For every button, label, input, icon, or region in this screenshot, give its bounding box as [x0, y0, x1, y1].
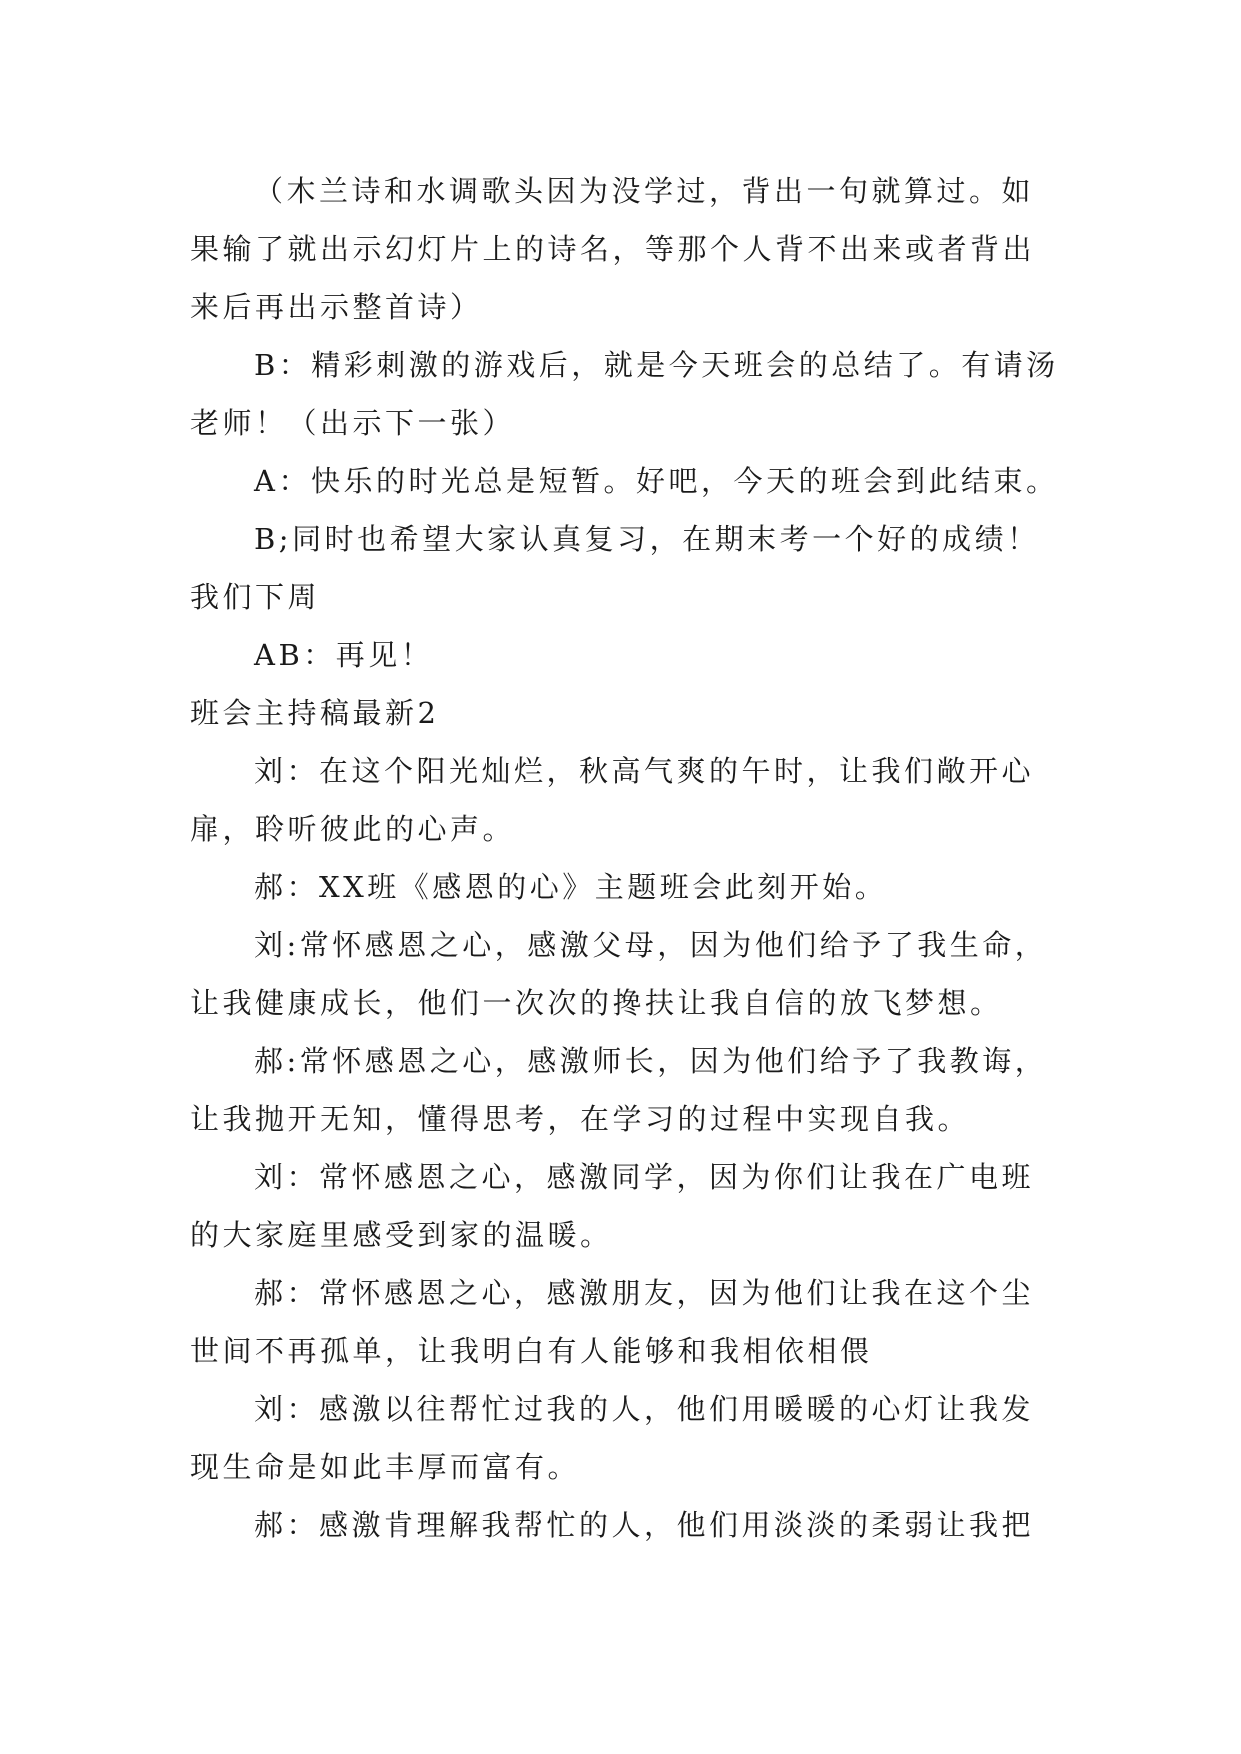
paragraph: 郝：常怀感恩之心，感激朋友，因为他们让我在这个尘世间不再孤单，让我明白有人能够和我相依相偎: [190, 1276, 1035, 1368]
paragraph: B：精彩刺激的游戏后，就是今天班会的总结了。有请汤老师！（出示下一张）: [190, 348, 1059, 440]
paragraph: 刘：感激以往帮忙过我的人，他们用暖暖的心灯让我发现生命是如此丰厚而富有。: [190, 1392, 1035, 1484]
section-heading: 班会主持稿最新2: [190, 696, 440, 730]
paragraph: 郝：XX班《感恩的心》主题班会此刻开始。: [254, 870, 888, 904]
paragraph: 刘：在这个阳光灿烂，秋高气爽的午时，让我们敞开心扉，聆听彼此的心声。: [190, 754, 1035, 846]
paragraph: AB：再见！: [254, 638, 434, 672]
paragraph: B;同时也希望大家认真复习，在期末考一个好的成绩！我们下周: [190, 522, 1040, 614]
paragraph: 郝：感激肯理解我帮忙的人，他们用淡淡的柔弱让我把: [254, 1508, 1035, 1542]
document-body: [190, 162, 1060, 1554]
paragraph: （木兰诗和水调歌头因为没学过，背出一句就算过。如果输了就出示幻灯片上的诗名，等那个人背不出来或者背出来后再出示整首诗）: [190, 174, 1036, 324]
paragraph: 刘：常怀感恩之心，感激同学，因为你们让我在广电班的大家庭里感受到家的温暖。: [190, 1160, 1035, 1252]
paragraph: 刘:常怀感恩之心，感激父母，因为他们给予了我生命，让我健康成长，他们一次次的搀扶让我自信的放飞梦想。: [190, 928, 1048, 1020]
paragraph: 郝:常怀感恩之心，感激师长，因为他们给予了我教诲，让我抛开无知，懂得思考，在学习的过程中实现自我。: [190, 1044, 1048, 1136]
paragraph: A：快乐的时光总是短暂。好吧，今天的班会到此结束。: [254, 464, 1059, 498]
